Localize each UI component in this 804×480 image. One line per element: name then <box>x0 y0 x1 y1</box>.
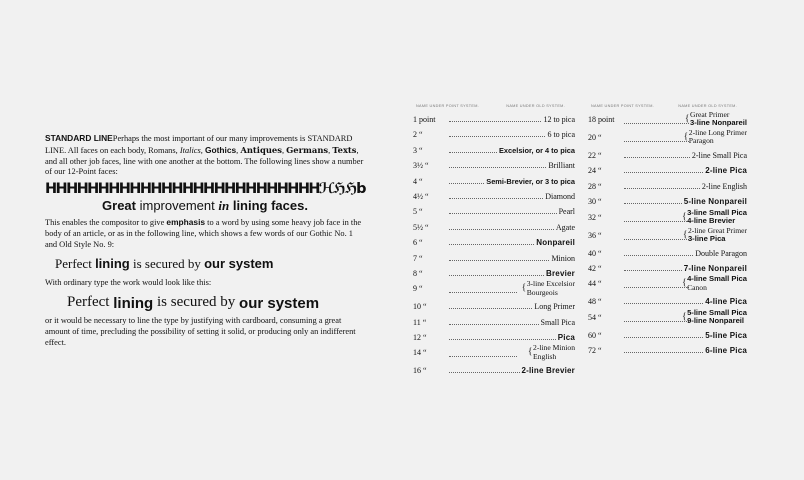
point-size-label: 36 “ <box>588 230 602 240</box>
point-size-label: 14 “ <box>413 348 427 358</box>
leader-dots <box>624 220 689 222</box>
dot-leader <box>449 350 519 359</box>
old-name: Paragon <box>688 136 714 146</box>
point-size-label: 72 “ <box>588 346 602 356</box>
para2-post: to a word by using some heavy job face in the body of an article, or as in the following line, which shows a few words of our Gothic No. 1 and Old Style No. 9: <box>45 218 362 249</box>
leader-dots <box>449 151 497 153</box>
old-name: Long Primer <box>534 302 575 312</box>
dot-leader <box>624 281 691 290</box>
header-point-system: NAME UNDER POINT SYSTEM. <box>591 104 655 108</box>
example-line-lining <box>55 256 365 272</box>
brace-glyph: { <box>682 228 688 239</box>
table-row <box>413 142 575 157</box>
dot-leader <box>449 286 519 295</box>
dot-leader <box>449 177 575 186</box>
dot-leader <box>449 223 575 232</box>
point-size-label: 60 “ <box>588 330 602 340</box>
table-row <box>413 203 575 218</box>
dot-leader <box>624 135 691 144</box>
great-post: lining faces. <box>229 198 308 214</box>
leader-dots <box>624 351 703 353</box>
ex2-a: Perfect <box>67 294 114 311</box>
old-name: 7-line Nonpareil <box>683 263 747 273</box>
old-name: 3-line Excelsior <box>526 279 575 289</box>
table-row <box>413 173 575 188</box>
point-size-label: 24 “ <box>588 166 602 176</box>
old-name: Double Paragon <box>695 248 747 258</box>
old-name: Pica <box>557 333 575 343</box>
great-improvement-line <box>45 198 365 214</box>
table-row <box>588 129 747 147</box>
leader-dots <box>624 238 689 240</box>
emphasis-word: emphasis <box>166 217 206 228</box>
ex1-c: is secured by <box>129 255 205 271</box>
dot-leader <box>449 130 575 139</box>
leader-dots <box>449 182 484 184</box>
old-name: Canon <box>687 282 707 292</box>
gothics-word: Gothics <box>204 144 237 155</box>
dot-leader <box>624 315 691 324</box>
brace-glyph: { <box>682 210 687 221</box>
antiques-word: Antiques <box>240 144 282 155</box>
old-name: 12 to pica <box>543 115 575 124</box>
old-name: 5-line Nonpareil <box>683 197 747 207</box>
point-size-label: 44 “ <box>588 279 602 289</box>
point-size-label: 42 “ <box>588 263 602 273</box>
old-name: 6 to pica <box>547 130 575 140</box>
intro-pre: Perhaps the most important of our many improvements is STANDARD LINE. All faces on each body, Romans, <box>45 134 353 155</box>
great-mid: improvement <box>136 198 219 214</box>
header-old-system: NAME UNDER OLD SYSTEM. <box>506 104 565 108</box>
old-name-pair <box>682 207 747 225</box>
dot-leader <box>449 161 575 170</box>
dot-leader <box>449 146 575 155</box>
dot-leader <box>624 264 747 273</box>
old-name: Agate <box>555 222 575 232</box>
point-size-label: 22 “ <box>588 151 602 160</box>
leader-dots <box>449 197 543 199</box>
old-name-pair <box>685 110 747 128</box>
old-name: Diamond <box>545 191 575 201</box>
table-row <box>588 209 747 227</box>
table-row <box>413 280 575 298</box>
point-size-label: 5 “ <box>413 207 423 217</box>
leader-dots <box>449 228 554 230</box>
leader-dots <box>449 259 549 261</box>
dot-leader <box>624 215 691 224</box>
dot-leader <box>449 366 575 375</box>
table-row <box>588 147 747 162</box>
old-name: 2-line Brevier <box>521 366 575 376</box>
old-name: 2-line Minion <box>533 343 575 353</box>
old-name: Pearl <box>558 207 575 217</box>
point-size-label: 48 “ <box>588 297 602 307</box>
leader-dots <box>449 274 544 276</box>
old-name: 2-line Long Primer <box>688 128 747 137</box>
table-row <box>588 275 747 293</box>
leader-dots <box>449 291 517 293</box>
leader-dots <box>624 171 703 173</box>
table-header <box>413 102 575 111</box>
face-specimen-row: HHHHHHHHHHHHHHHHHHHHHHHHHHℋℌℌb <box>45 181 365 198</box>
point-size-label: 6 “ <box>413 238 423 248</box>
table-row <box>413 234 575 249</box>
old-name: 5-line Small Pica <box>687 307 747 317</box>
table-row <box>413 219 575 234</box>
old-name: Brevier <box>546 268 575 278</box>
dot-leader <box>449 207 575 216</box>
leader-dots <box>449 135 545 137</box>
point-size-label: 4½ “ <box>413 191 429 201</box>
table-row <box>413 250 575 265</box>
ordinary-type-note: With ordinary type the work would look like this: <box>45 277 212 287</box>
old-name: Minion <box>551 253 575 263</box>
point-table-column-a <box>413 102 575 378</box>
brace-glyph: { <box>682 277 687 288</box>
header-point-system: NAME UNDER POINT SYSTEM. <box>416 104 480 108</box>
dot-leader <box>624 331 747 340</box>
closing-paragraph: or it would be necessary to line the type by justifying with cardboard, consuming a great amount of time, precluding the possibility of setting it solid, or producing only an indifferent effect. <box>45 316 356 347</box>
leader-dots <box>449 323 539 325</box>
dot-leader <box>449 269 575 278</box>
leader-dots <box>449 338 556 340</box>
ex2-d: our system <box>239 295 320 313</box>
great-in: in <box>218 198 230 214</box>
old-name-pair <box>683 128 747 146</box>
leader-dots <box>624 286 689 288</box>
leader-dots <box>449 212 557 214</box>
dot-leader <box>449 192 575 201</box>
table-row <box>588 260 747 275</box>
point-size-label: 4 “ <box>413 176 423 186</box>
leader-dots <box>449 355 517 357</box>
germans-word: Germans <box>286 144 329 155</box>
table-row <box>588 227 747 245</box>
leader-dots <box>624 202 682 204</box>
brace-glyph: { <box>683 131 689 141</box>
point-size-label: 18 point <box>588 115 615 124</box>
italics-word: Italics <box>179 145 201 155</box>
leader-dots <box>624 254 693 256</box>
brace-glyph: { <box>521 282 527 293</box>
table-row <box>413 314 575 329</box>
old-name: 2-line Great Primer <box>687 225 747 235</box>
dot-leader <box>624 117 691 126</box>
intro-post: , and all other job faces, line with one another at the bottom. The following lines show a number of our 12-Point faces: <box>45 145 364 177</box>
brace-glyph: { <box>682 310 687 321</box>
brace-glyph: { <box>528 346 533 357</box>
old-name-pair <box>682 225 747 243</box>
point-size-label: 12 “ <box>413 333 427 343</box>
dot-leader <box>449 115 575 124</box>
dot-leader <box>624 151 747 160</box>
intro-paragraph: STANDARD LINEPerhaps the most important of our many improvements is STANDARD LINE. All faces on each body, Romans, Italics, Gothics, Antiques, Germans, Texts, and all other job faces, line with one another at the bottom. The following lines show a number of our 12-Point faces: <box>45 133 364 177</box>
ex2-c: is secured by <box>153 294 240 311</box>
leader-dots <box>624 140 689 142</box>
point-size-label: 11 “ <box>413 317 427 327</box>
old-name-pair <box>682 307 747 325</box>
dot-leader <box>624 197 747 206</box>
old-name: Nonpareil <box>536 238 575 248</box>
table-row <box>588 342 747 357</box>
old-name: Brilliant <box>548 161 575 171</box>
brace-glyph: { <box>685 113 690 123</box>
point-size-label: 3 “ <box>413 145 423 155</box>
rows-a <box>413 111 575 378</box>
standard-line-article <box>45 133 365 349</box>
great-pre: Great <box>102 198 136 214</box>
point-size-label: 40 “ <box>588 248 602 258</box>
old-name-pair <box>521 279 575 297</box>
dot-leader <box>624 233 691 242</box>
table-row <box>413 157 575 172</box>
table-row <box>588 245 747 260</box>
dot-leader <box>449 318 575 327</box>
table-row <box>588 293 747 308</box>
leader-dots <box>449 243 534 245</box>
point-size-label: 10 “ <box>413 302 427 312</box>
dot-leader <box>449 333 575 342</box>
old-name: Great Primer <box>690 110 730 119</box>
leader-dots <box>624 187 700 189</box>
old-name: 5-line Pica <box>705 330 747 340</box>
point-size-label: 28 “ <box>588 181 602 191</box>
point-size-label: 32 “ <box>588 212 602 222</box>
dot-leader <box>449 302 575 311</box>
old-name: English <box>533 351 557 361</box>
point-size-label: 16 “ <box>413 366 427 376</box>
emphasis-paragraph <box>45 217 365 250</box>
leader-dots <box>624 302 703 304</box>
point-size-label: 5½ “ <box>413 222 429 232</box>
point-size-label: 7 “ <box>413 253 423 263</box>
old-name: 9-line Nonpareil <box>687 315 745 325</box>
old-name: 6-line Pica <box>705 346 747 356</box>
point-size-label: 30 “ <box>588 197 602 207</box>
old-name: 2-line Pica <box>705 166 747 176</box>
leader-dots <box>624 320 689 322</box>
old-name: 4-line Small Pica <box>687 274 747 284</box>
old-name: 3-line Nonpareil <box>690 118 747 128</box>
dot-leader <box>449 238 575 247</box>
dot-leader <box>624 249 747 258</box>
point-table-column-b <box>588 102 747 358</box>
old-name: 4-line Brevier <box>687 215 736 225</box>
leader-dots <box>624 122 689 124</box>
table-row <box>413 362 575 377</box>
leader-dots <box>449 371 520 373</box>
table-row <box>413 298 575 313</box>
table-row <box>588 111 747 129</box>
ex1-a: Perfect <box>55 255 96 271</box>
table-row <box>413 188 575 203</box>
table-row <box>588 193 747 208</box>
old-name: Excelsior, or 4 to pica <box>499 145 575 155</box>
point-size-label: 8 “ <box>413 268 423 278</box>
heading-standard-line: STANDARD LINE <box>45 133 113 143</box>
table-row <box>413 265 575 280</box>
old-name: 4-line Pica <box>705 297 747 307</box>
table-row <box>413 126 575 141</box>
ex1-d: our system <box>204 255 274 271</box>
leader-dots <box>624 156 690 158</box>
dot-leader <box>449 254 575 263</box>
ex1-b: lining <box>95 255 130 271</box>
old-name: Bourgeois <box>526 287 558 297</box>
old-name: 2-line English <box>701 181 747 191</box>
leader-dots <box>449 307 532 309</box>
old-name: 3-line Small Pica <box>687 207 747 217</box>
dot-leader <box>624 297 747 306</box>
para2-pre: This enables the compositor to give <box>45 218 167 228</box>
table-row <box>413 344 575 362</box>
old-name: 3-line Pica <box>687 233 726 243</box>
table-row <box>588 327 747 342</box>
header-old-system: NAME UNDER OLD SYSTEM. <box>678 104 737 108</box>
texts-word: Texts <box>332 144 357 155</box>
old-name-pair <box>528 343 575 361</box>
point-size-label: 20 “ <box>588 133 602 142</box>
old-name: 2-line Small Pica <box>691 151 747 160</box>
old-name: Small Pica <box>540 317 575 327</box>
table-row <box>413 329 575 344</box>
example-line-unlined <box>67 293 365 311</box>
leader-dots <box>624 269 682 271</box>
table-row <box>413 111 575 126</box>
leader-dots <box>624 336 703 338</box>
ex2-b: lining <box>113 295 154 313</box>
table-row <box>588 178 747 193</box>
dot-leader <box>624 346 747 355</box>
point-size-label: 2 “ <box>413 130 423 140</box>
point-size-label: 1 point <box>413 115 436 124</box>
rows-b <box>588 111 747 358</box>
old-name: Semi-Brevier, or 3 to pica <box>486 176 575 186</box>
leader-dots <box>449 166 546 168</box>
old-name-pair <box>682 274 747 292</box>
point-size-label: 54 “ <box>588 312 602 322</box>
dot-leader <box>624 182 747 191</box>
table-row <box>588 309 747 327</box>
table-row <box>588 162 747 177</box>
dot-leader <box>624 166 747 175</box>
leader-dots <box>449 120 541 122</box>
point-size-label: 3½ “ <box>413 161 429 171</box>
point-size-label: 9 “ <box>413 284 423 294</box>
